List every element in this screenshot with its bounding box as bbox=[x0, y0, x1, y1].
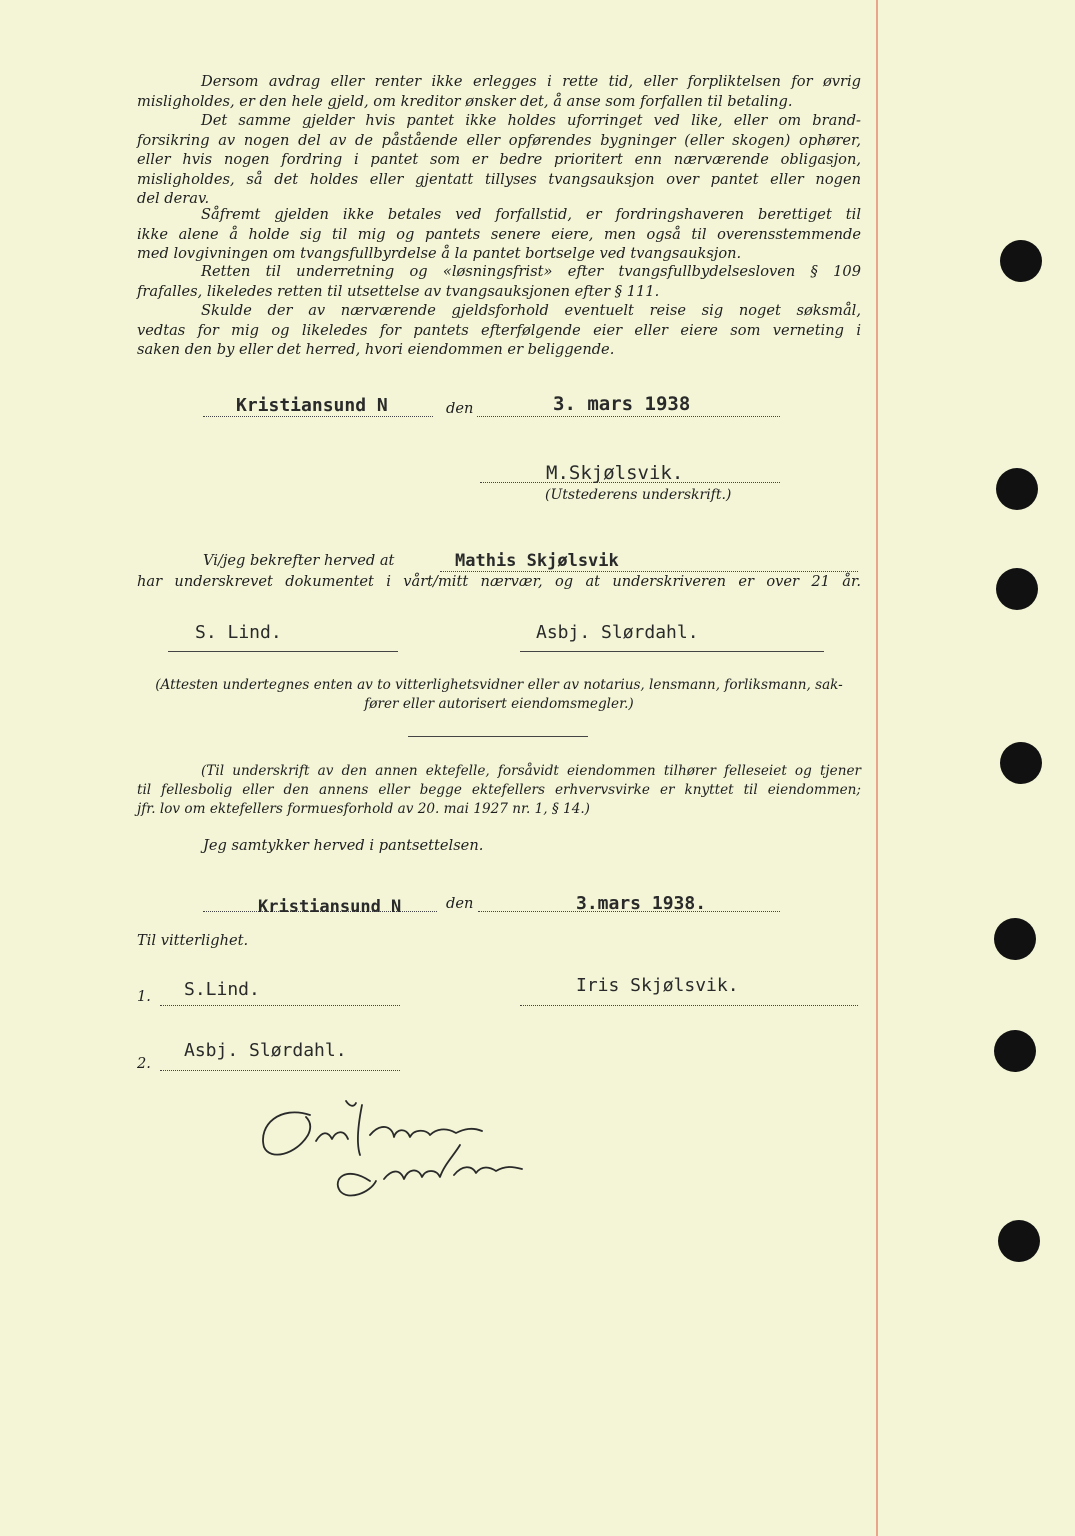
date-text: 3.mars 1938. bbox=[576, 893, 707, 914]
witness-line bbox=[168, 651, 398, 652]
terms-line: forsikring av nogen del av de påstående eller opførendes bygninger (eller skogen) ophører, bbox=[137, 131, 861, 149]
place-dotted-line bbox=[203, 416, 433, 417]
witness-heading: Til vitterlighet. bbox=[137, 932, 249, 949]
date-dotted-line bbox=[477, 416, 780, 417]
witness-number: 2. bbox=[137, 1055, 151, 1072]
terms-line: Retten til underretning og «løsningsfrist» efter tvangsfullbydelsesloven § 109 bbox=[201, 263, 861, 280]
witness-line bbox=[520, 651, 824, 652]
terms-line: Dersom avdrag eller renter ikke erlegges i rette tid, eller forpliktelsen for øvrig bbox=[201, 73, 861, 90]
witness-dotted-line bbox=[160, 1005, 400, 1006]
terms-line: saken den by eller det herred, hvori eiendommen er beliggende. bbox=[137, 341, 615, 359]
witness-dotted-line bbox=[160, 1070, 400, 1071]
terms-paragraph bbox=[137, 262, 861, 301]
punch-hole bbox=[1000, 240, 1042, 282]
punch-hole bbox=[998, 1220, 1040, 1262]
den-label: den bbox=[446, 400, 474, 417]
terms-paragraph bbox=[137, 301, 861, 360]
confirm-dotted-line bbox=[440, 571, 858, 572]
terms-line: med lovgivningen om tvangsfullbyrdelse å la pantet bortselge ved tvangsauksjon. bbox=[137, 245, 742, 263]
witness-signature: Asbj. Slørdahl. bbox=[536, 622, 699, 643]
date-text: 3. mars 1938 bbox=[553, 393, 691, 415]
spouse-note-line: (Til underskrift av den annen ektefelle, forsåvidt eiendommen tilhører felleseiet og tjener bbox=[201, 763, 861, 779]
spouse-signature: Iris Skjølsvik. bbox=[576, 975, 739, 996]
terms-line: misligholdes, så det holdes eller gjentatt tillyses tvangsauksjon over pantet eller nogen bbox=[137, 170, 861, 188]
punch-hole bbox=[996, 468, 1038, 510]
punch-hole bbox=[1000, 742, 1042, 784]
witness-signature: S.Lind. bbox=[184, 979, 260, 1000]
terms-line: frafalles, likeledes retten til utsettelse av tvangsauksjonen efter § 111. bbox=[137, 282, 660, 300]
separator-line bbox=[408, 736, 588, 737]
terms-line: eller hvis nogen fordring i pantet som er bedre prioritert enn nærværende obligasjon, bbox=[137, 151, 861, 169]
terms-line: Såfremt gjelden ikke betales ved forfallstid, er fordringshaveren berettiget til bbox=[201, 206, 861, 223]
terms-line: Skulde der av nærværende gjeldsforhold eventuelt reise sig noget søksmål, bbox=[201, 302, 861, 319]
issuer-signature: M.Skjølsvik. bbox=[546, 462, 684, 484]
punch-hole bbox=[994, 918, 1036, 960]
terms-line: vedtas for mig og likeledes for pantets efterfølgende eier eller eiere som verneting i bbox=[137, 321, 861, 339]
spouse-dotted-line bbox=[520, 1005, 858, 1006]
punch-hole bbox=[994, 1030, 1036, 1072]
spouse-note bbox=[137, 762, 861, 819]
spouse-note-line: jfr. lov om ektefellers formuesforhold av 20. mai 1927 nr. 1, § 14.) bbox=[137, 801, 590, 817]
attest-note bbox=[137, 676, 861, 714]
spouse-note-line: til fellesbolig eller den annens eller begge ektefellers erhvervsvirke er knyttet til eiendommen; bbox=[137, 782, 861, 798]
confirm-line: har underskrevet dokumentet i vårt/mitt nærvær, og at underskriveren er over 21 år. bbox=[137, 573, 861, 590]
witness-signature: Asbj. Slørdahl. bbox=[184, 1040, 347, 1061]
attest-note-line: (Attesten undertegnes enten av to vitterlighetsvidner eller av notarius, lensmann, forliksmann, sak- bbox=[155, 677, 843, 693]
den-label: den bbox=[446, 895, 474, 912]
terms-paragraph bbox=[137, 205, 861, 264]
margin-line bbox=[876, 0, 878, 1536]
terms-line: misligholdes, er den hele gjeld, om kreditor ønsker det, å anse som forfallen til betaling. bbox=[137, 92, 793, 110]
witness-signature: S. Lind. bbox=[195, 622, 282, 643]
confirm-prefix: Vi/jeg bekrefter herved at bbox=[203, 552, 395, 569]
punch-hole bbox=[996, 568, 1038, 610]
attest-note-line: fører eller autorisert eiendomsmegler.) bbox=[364, 696, 634, 712]
terms-line: del derav. bbox=[137, 190, 210, 208]
terms-line: ikke alene å holde sig til mig og pantets senere eiere, men også til overensstemmende bbox=[137, 225, 861, 243]
place-text: Kristiansund N bbox=[258, 897, 402, 917]
terms-line: Det samme gjelder hvis pantet ikke holdes uforringet ved like, eller om brand- bbox=[201, 112, 861, 129]
consent-text: Jeg samtykker herved i pantsettelsen. bbox=[203, 837, 484, 854]
confirmed-name: Mathis Skjølsvik bbox=[455, 551, 619, 571]
place-text: Kristiansund N bbox=[236, 395, 388, 416]
issuer-caption: (Utstederens underskrift.) bbox=[545, 487, 732, 503]
terms-paragraph bbox=[137, 111, 861, 209]
handwritten-signature bbox=[250, 1095, 540, 1205]
witness-number: 1. bbox=[137, 988, 151, 1005]
terms-paragraph bbox=[137, 72, 861, 111]
